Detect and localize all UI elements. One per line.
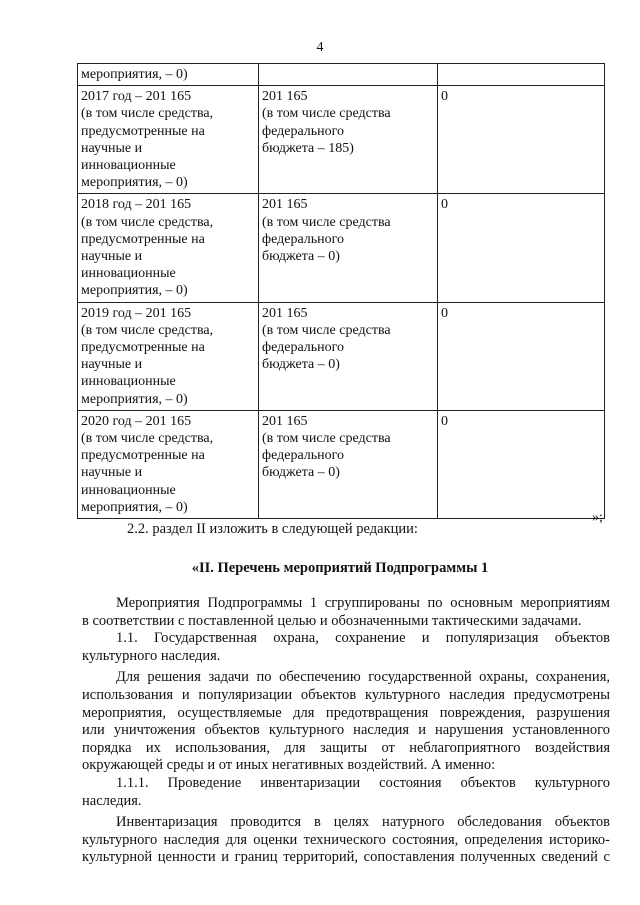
cell-text-line: инновационные [81, 266, 176, 282]
table-cell [438, 410, 605, 518]
table-cell [78, 64, 259, 86]
text-line: культурного наследия. [82, 647, 221, 664]
cell-text-line: 2020 год – 201 165 [81, 413, 192, 429]
cell-text-line: научные и [81, 140, 143, 156]
text-line: Для решения задачи по обеспечению государственной охраны, сохранения, [116, 669, 610, 686]
cell-text-line: федерального [262, 340, 345, 356]
cell-text-line: мероприятия, – 0) [81, 283, 188, 299]
table-row [78, 410, 605, 518]
cell-text-line: 0 [441, 89, 448, 105]
table-cell [259, 410, 438, 518]
section-heading: «II. Перечень мероприятий Подпрограммы 1 [191, 560, 489, 576]
cell-text-line: (в том числе средства, [81, 431, 214, 447]
text-line: использования и популяризации объектов культурного наследия предусмотрены [82, 686, 610, 703]
paragraph [82, 595, 610, 630]
cell-text-line: 2017 год – 201 165 [81, 89, 192, 105]
cell-text-line: (в том числе средства, [81, 322, 214, 338]
cell-text-line: мероприятия, – 0) [81, 175, 188, 191]
cell-text-line: (в том числе средства [262, 322, 391, 338]
amendment-instruction: 2.2. раздел II изложить в следующей редакции: [127, 521, 418, 537]
budget-table [77, 63, 605, 519]
cell-text-line: бюджета – 0) [262, 249, 340, 265]
cell-text-line: мероприятия, – 0) [81, 391, 188, 407]
text-line: 1.1.1. Проведение инвентаризации состояния объектов культурного [116, 774, 610, 791]
table-cell [259, 302, 438, 410]
cell-text-line: научные и [81, 465, 143, 481]
closing-quote-mark: »; [592, 510, 603, 525]
cell-text-line: предусмотренные на [81, 448, 205, 464]
table-cell [78, 194, 259, 302]
cell-text-line: бюджета – 0) [262, 357, 340, 373]
cell-text-line: федерального [262, 231, 345, 247]
table-row [78, 194, 605, 302]
paragraph [82, 775, 610, 810]
cell-text-line: федерального [262, 448, 345, 464]
body-text [82, 595, 610, 867]
cell-text-line: предусмотренные на [81, 123, 205, 139]
cell-text-line: (в том числе средства [262, 106, 391, 122]
cell-text-line: инновационные [81, 374, 176, 390]
paragraph [82, 630, 610, 665]
table-row [78, 86, 605, 194]
cell-text-line: мероприятия, – 0) [81, 67, 188, 82]
table-cell [438, 86, 605, 194]
cell-text-line: инновационные [81, 158, 176, 174]
cell-text-line: 2018 год – 201 165 [81, 197, 192, 213]
table-cell [78, 410, 259, 518]
text-line: наследия. [82, 792, 142, 809]
cell-text-line: 0 [441, 197, 448, 213]
text-line: Инвентаризация проводится в целях натурного обследования объектов [116, 814, 610, 831]
table-cell [438, 302, 605, 410]
table-cell [78, 302, 259, 410]
cell-text-line: научные и [81, 249, 143, 265]
table-cell [438, 64, 605, 86]
paragraph [82, 814, 610, 867]
table-cell [438, 194, 605, 302]
cell-text-line: 201 165 [262, 305, 308, 321]
text-line: 1.1. Государственная охрана, сохранение и популяризация объектов [116, 630, 610, 647]
cell-text-line: мероприятия, – 0) [81, 499, 188, 515]
table-cell [78, 86, 259, 194]
cell-text-line: предусмотренные на [81, 231, 205, 247]
paragraph [82, 669, 610, 775]
text-line: или уничтожения объектов культурного наследия и нарушения установленного [82, 722, 610, 739]
cell-text-line: предусмотренные на [81, 340, 205, 356]
text-line: культурного наследия для оценки технического состояния, определения историко- [82, 831, 610, 848]
table-cell [259, 194, 438, 302]
table-cell [259, 86, 438, 194]
cell-text-line: 0 [441, 413, 448, 429]
cell-text-line: (в том числе средства [262, 431, 391, 447]
cell-text-line: федерального [262, 123, 345, 139]
text-line: культурной ценности и границ территорий, сопоставления полученных сведений с [82, 849, 610, 866]
text-line: в соответствии с поставленной целью и обозначенными тактическими задачами. [82, 612, 582, 629]
cell-text-line: бюджета – 0) [262, 465, 340, 481]
cell-text-line: (в том числе средства [262, 214, 391, 230]
cell-text-line: 0 [441, 305, 448, 321]
cell-text-line: 201 165 [262, 89, 308, 105]
cell-text-line: научные и [81, 357, 143, 373]
text-line: мероприятия, осуществляемые для предотвращения повреждения, разрушения [82, 704, 610, 721]
cell-text-line: 201 165 [262, 413, 308, 429]
cell-text-line: (в том числе средства, [81, 214, 214, 230]
text-line: порядка их использования, для защиты от неблагоприятного воздействия [82, 739, 610, 756]
cell-text-line: бюджета – 185) [262, 140, 354, 156]
table-cell [259, 64, 438, 86]
cell-text-line: 2019 год – 201 165 [81, 305, 192, 321]
cell-text-line: 201 165 [262, 197, 308, 213]
cell-text-line: инновационные [81, 482, 176, 498]
text-line: Мероприятия Подпрограммы 1 сгруппированы по основным мероприятиям [116, 595, 610, 611]
cell-text-line: (в том числе средства, [81, 106, 214, 122]
table-row [78, 64, 605, 86]
page-number: 4 [316, 40, 324, 55]
text-line: окружающей среды и от иных негативных воздействий. А именно: [82, 757, 496, 774]
table-row [78, 302, 605, 410]
